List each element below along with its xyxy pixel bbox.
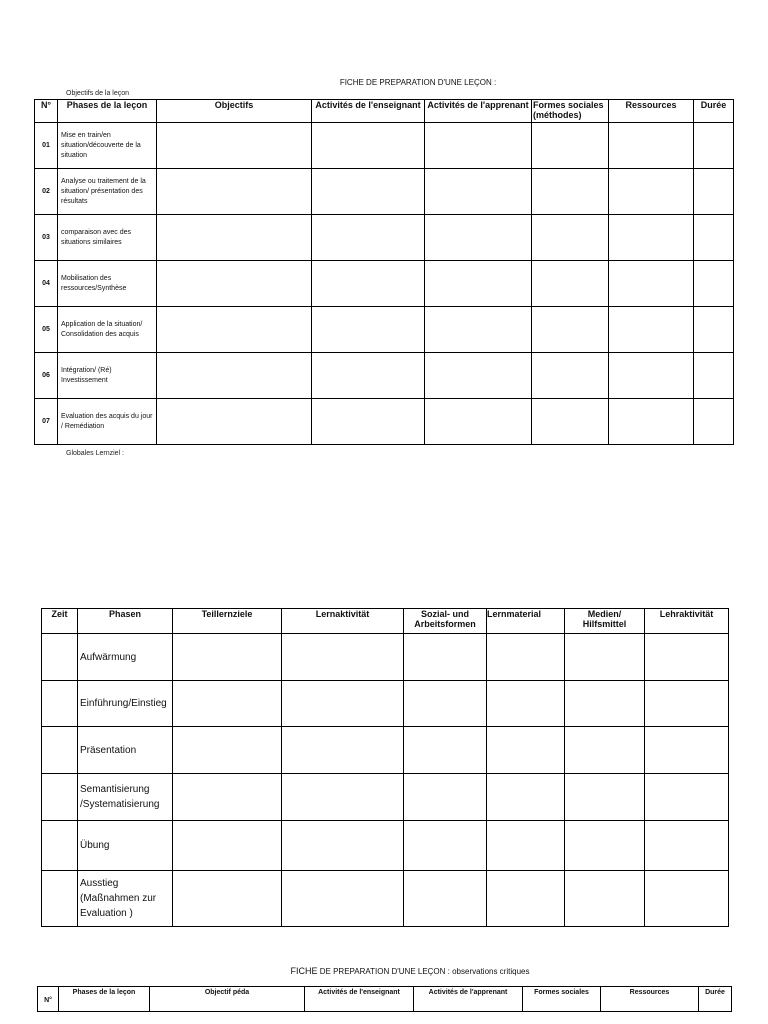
cell-medien[interactable]	[565, 774, 645, 821]
cell-objectifs[interactable]	[157, 169, 312, 215]
cell-lernmaterial[interactable]	[487, 727, 565, 774]
cell-duree[interactable]	[694, 215, 734, 261]
table-row	[42, 681, 729, 727]
cell-zeit[interactable]	[42, 727, 78, 774]
cell-medien[interactable]	[565, 634, 645, 681]
cell-medien[interactable]	[565, 727, 645, 774]
col-header-medien: Medien/ Hilfsmittel	[565, 609, 645, 634]
cell-ressources[interactable]	[609, 261, 694, 307]
table-row	[35, 261, 734, 307]
table-row	[35, 123, 734, 169]
col-header-phases: Phases de la leçon	[59, 987, 150, 1012]
cell-lernmaterial[interactable]	[487, 681, 565, 727]
cell-lehraktivitaet[interactable]	[645, 634, 729, 681]
cell-formes[interactable]	[532, 261, 609, 307]
col-header-ressources: Ressources	[601, 987, 699, 1012]
col-header-objectifs: Objectifs	[157, 100, 312, 123]
cell-ressources[interactable]	[609, 307, 694, 353]
cell-enseignant[interactable]	[312, 215, 425, 261]
cell-ressources[interactable]	[609, 399, 694, 445]
cell-duree[interactable]	[694, 399, 734, 445]
cell-sozialformen[interactable]	[404, 871, 487, 927]
cell-lehraktivitaet[interactable]	[645, 681, 729, 727]
cell-lehraktivitaet[interactable]	[645, 871, 729, 927]
cell-teillernziele[interactable]	[173, 634, 282, 681]
col-header-lernaktivitaet: Lernaktivität	[282, 609, 404, 634]
cell-objectifs[interactable]	[157, 399, 312, 445]
cell-sozialformen[interactable]	[404, 681, 487, 727]
col-header-apprenant: Activités de l'apprenant	[414, 987, 523, 1012]
cell-lehraktivitaet[interactable]	[645, 774, 729, 821]
cell-formes[interactable]	[532, 399, 609, 445]
cell-duree[interactable]	[694, 123, 734, 169]
cell-enseignant[interactable]	[312, 307, 425, 353]
cell-teillernziele[interactable]	[173, 681, 282, 727]
row-phase: Evaluation des acquis du jour / Remédiation	[58, 399, 157, 445]
cell-formes[interactable]	[532, 215, 609, 261]
critique-header-row	[38, 987, 732, 1012]
row-phase: Analyse ou traitement de la situation/ présentation des résultats	[58, 169, 157, 215]
cell-apprenant[interactable]	[425, 123, 532, 169]
cell-formes[interactable]	[532, 169, 609, 215]
critique-table	[37, 986, 732, 1012]
cell-zeit[interactable]	[42, 871, 78, 927]
cell-objectifs[interactable]	[157, 307, 312, 353]
fr-sheet-title: FICHE DE PREPARATION D'UNE LEÇON :	[339, 78, 497, 87]
cell-zeit[interactable]	[42, 774, 78, 821]
de-header-row	[42, 609, 729, 634]
table-row	[42, 634, 729, 681]
globales-lernziel-caption: Globales Lernziel :	[66, 450, 124, 457]
row-phase: Präsentation	[78, 727, 173, 774]
cell-apprenant[interactable]	[425, 353, 532, 399]
col-header-apprenant: Activités de l'apprenant	[425, 100, 532, 123]
col-header-enseignant: Activités de l'enseignant	[305, 987, 414, 1012]
cell-objectifs[interactable]	[157, 353, 312, 399]
cell-apprenant[interactable]	[425, 215, 532, 261]
row-phase: Semantisierung /Systematisierung	[78, 774, 173, 821]
cell-sozialformen[interactable]	[404, 821, 487, 871]
cell-lernaktivitaet[interactable]	[282, 681, 404, 727]
cell-ressources[interactable]	[609, 215, 694, 261]
cell-zeit[interactable]	[42, 681, 78, 727]
row-phase: Übung	[78, 821, 173, 871]
cell-enseignant[interactable]	[312, 399, 425, 445]
row-phase: Aufwärmung	[78, 634, 173, 681]
cell-lernaktivitaet[interactable]	[282, 821, 404, 871]
row-number: 05	[35, 307, 58, 353]
col-header-duree: Durée	[694, 100, 734, 123]
cell-apprenant[interactable]	[425, 261, 532, 307]
col-header-zeit: Zeit	[42, 609, 78, 634]
col-header-phases: Phases de la leçon	[58, 100, 157, 123]
row-phase: Intégration/ (Ré) Investissement	[58, 353, 157, 399]
table-row	[42, 821, 729, 871]
col-header-lernmaterial: Lernmaterial	[487, 609, 565, 634]
cell-formes[interactable]	[532, 307, 609, 353]
cell-medien[interactable]	[565, 821, 645, 871]
row-number: 03	[35, 215, 58, 261]
cell-apprenant[interactable]	[425, 399, 532, 445]
cell-enseignant[interactable]	[312, 169, 425, 215]
cell-lernmaterial[interactable]	[487, 774, 565, 821]
cell-teillernziele[interactable]	[173, 821, 282, 871]
cell-apprenant[interactable]	[425, 307, 532, 353]
row-phase: Ausstieg (Maßnahmen zur Evaluation )	[78, 871, 173, 927]
cell-formes[interactable]	[532, 123, 609, 169]
table-row	[35, 169, 734, 215]
row-phase: Mise en train/en situation/découverte de la situation	[58, 123, 157, 169]
table-row	[42, 871, 729, 927]
cell-ressources[interactable]	[609, 353, 694, 399]
cell-lernaktivitaet[interactable]	[282, 871, 404, 927]
col-header-formes-sociales: Formes sociales (méthodes)	[532, 100, 609, 123]
table-row	[42, 727, 729, 774]
cell-zeit[interactable]	[42, 634, 78, 681]
cell-enseignant[interactable]	[312, 123, 425, 169]
cell-objectifs[interactable]	[157, 215, 312, 261]
cell-zeit[interactable]	[42, 821, 78, 871]
cell-duree[interactable]	[694, 307, 734, 353]
critique-sheet-title	[0, 966, 768, 976]
cell-duree[interactable]	[694, 261, 734, 307]
cell-medien[interactable]	[565, 681, 645, 727]
col-header-lehraktivitaet: Lehraktivität	[645, 609, 729, 634]
cell-lernmaterial[interactable]	[487, 821, 565, 871]
table-row	[35, 399, 734, 445]
cell-formes[interactable]	[532, 353, 609, 399]
cell-lehraktivitaet[interactable]	[645, 821, 729, 871]
row-phase: comparaison avec des situations similaires	[58, 215, 157, 261]
row-number: 04	[35, 261, 58, 307]
row-number: 02	[35, 169, 58, 215]
cell-duree[interactable]	[694, 169, 734, 215]
col-header-duree: Durée	[699, 987, 732, 1012]
cell-lehraktivitaet[interactable]	[645, 727, 729, 774]
row-phase: Application de la situation/ Consolidation des acquis	[58, 307, 157, 353]
row-number: 07	[35, 399, 58, 445]
row-phase: Einführung/Einstieg	[78, 681, 173, 727]
cell-ressources[interactable]	[609, 169, 694, 215]
table-row	[35, 215, 734, 261]
cell-enseignant[interactable]	[312, 261, 425, 307]
cell-teillernziele[interactable]	[173, 727, 282, 774]
col-header-ressources: Ressources	[609, 100, 694, 123]
cell-lernaktivitaet[interactable]	[282, 727, 404, 774]
row-number: 01	[35, 123, 58, 169]
col-header-formes-sociales: Formes sociales	[523, 987, 601, 1012]
row-number: 06	[35, 353, 58, 399]
col-header-teillernziele: Teillernziele	[173, 609, 282, 634]
cell-lernmaterial[interactable]	[487, 634, 565, 681]
cell-medien[interactable]	[565, 871, 645, 927]
cell-objectifs[interactable]	[157, 123, 312, 169]
de-lesson-table	[41, 608, 729, 927]
cell-teillernziele[interactable]	[173, 774, 282, 821]
cell-apprenant[interactable]	[425, 169, 532, 215]
col-header-enseignant: Activités de l'enseignant	[312, 100, 425, 123]
col-header-objectif-peda: Objectif péda	[150, 987, 305, 1012]
cell-teillernziele[interactable]	[173, 871, 282, 927]
cell-duree[interactable]	[694, 353, 734, 399]
critique-title-rest: DE PREPARATION D'UNE LEÇON : observations critiques	[317, 967, 530, 976]
cell-sozialformen[interactable]	[404, 774, 487, 821]
cell-sozialformen[interactable]	[404, 634, 487, 681]
fr-header-row	[35, 100, 734, 123]
cell-lernaktivitaet[interactable]	[282, 774, 404, 821]
cell-objectifs[interactable]	[157, 261, 312, 307]
table-row	[42, 774, 729, 821]
table-row	[35, 353, 734, 399]
cell-sozialformen[interactable]	[404, 727, 487, 774]
row-phase: Mobilisation des ressources/Synthèse	[58, 261, 157, 307]
cell-enseignant[interactable]	[312, 353, 425, 399]
fr-lesson-table	[34, 99, 734, 445]
cell-ressources[interactable]	[609, 123, 694, 169]
cell-lernaktivitaet[interactable]	[282, 634, 404, 681]
col-header-phasen: Phasen	[78, 609, 173, 634]
col-header-num: N°	[38, 987, 59, 1012]
critique-title-prefix: FICHE	[290, 966, 318, 976]
cell-lernmaterial[interactable]	[487, 871, 565, 927]
col-header-num: N°	[35, 100, 58, 123]
objectives-caption: Objectifs de la leçon	[66, 90, 130, 97]
col-header-sozialformen: Sozial- und Arbeitsformen	[404, 609, 487, 634]
table-row	[35, 307, 734, 353]
